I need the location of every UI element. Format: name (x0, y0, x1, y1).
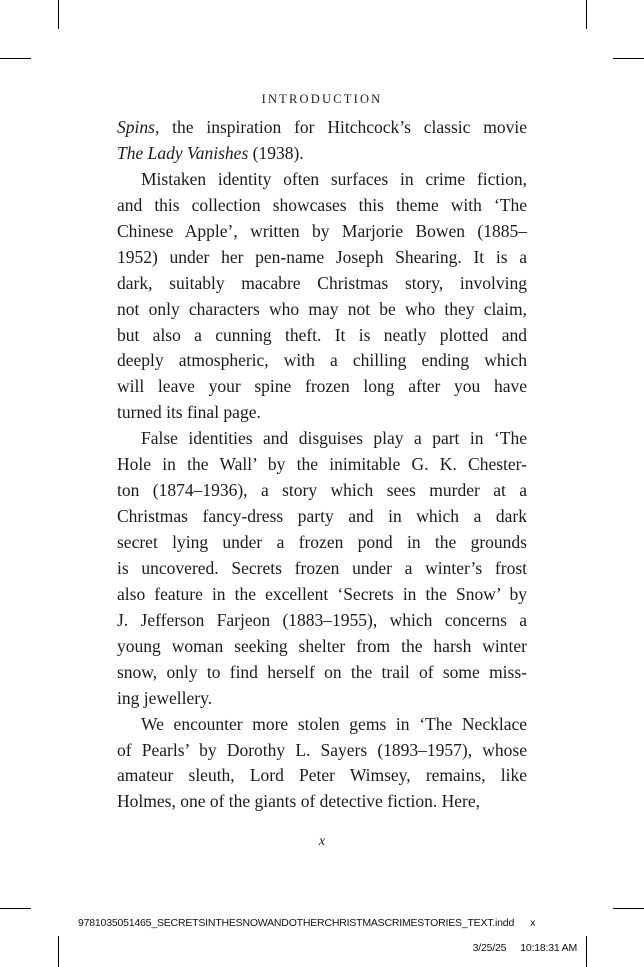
text-line: of Pearls’ by Dorothy L. Sayers (1893–1957), whose (117, 739, 527, 760)
text-line: dark, suitably macabre Christmas story, involving (117, 272, 527, 293)
running-head: INTRODUCTION (261, 92, 383, 106)
text-line: Chinese Apple’, written by Marjorie Bowen (1885– (117, 220, 527, 241)
slug-filename-line (78, 917, 535, 929)
text-line: young woman seeking shelter from the harsh winter (117, 635, 527, 656)
crop-mark-bottom-left-horizontal (0, 908, 31, 909)
text-line: J. Jefferson Farjeon (1883–1955), which concerns a (117, 609, 527, 630)
crop-mark-top-left-vertical (58, 0, 59, 29)
crop-mark-bottom-left-vertical (58, 936, 59, 967)
slug-time: 10:18:31 AM (520, 942, 577, 954)
text-line: Holmes, one of the giants of detective fiction. Here, (117, 791, 481, 812)
text-line: ton (1874–1936), a story which sees murder at a (117, 480, 527, 501)
slug-date: 3/25/25 (472, 942, 507, 954)
text-line: Christmas fancy-dress party and in which a dark (117, 506, 527, 527)
text-line: secret lying under a frozen pond in the grounds (117, 532, 527, 552)
crop-mark-top-left-horizontal (0, 58, 31, 59)
text-line: turned its final page. (117, 402, 261, 423)
text-line: amateur sleuth, Lord Peter Wimsey, remains, like (117, 765, 527, 786)
text-line: not only characters who may not be who they claim, (117, 298, 527, 319)
slug-filename: 9781035051465_SECRETSINTHESNOWANDOTHERCHRISTMASCRIMESTORIES_TEXT.indd (78, 917, 515, 929)
body-text (117, 115, 527, 815)
crop-mark-bottom-right-vertical (586, 936, 587, 967)
text-line: is uncovered. Secrets frozen under a winter’s frost (117, 557, 527, 578)
text-line: The Lady Vanishes (1938). (117, 142, 304, 163)
text-line: Mistaken identity often surfaces in crime fiction, (141, 168, 527, 189)
slug-page-ref: x (530, 917, 536, 929)
slug-timestamp-line (473, 942, 577, 954)
text-line: Spins, the inspiration for Hitchcock’s classic movie (117, 117, 527, 137)
crop-mark-top-right-vertical (586, 0, 587, 29)
text-line: Hole in the Wall’ by the inimitable G. K. Chester- (117, 454, 527, 475)
text-line: but also a cunning theft. It is neatly plotted and (117, 324, 527, 345)
text-line: will leave your spine frozen long after you have (117, 376, 527, 397)
crop-mark-bottom-right-horizontal (613, 908, 644, 909)
page-number: x (318, 834, 326, 849)
text-line: False identities and disguises play a part in ‘The (141, 428, 527, 449)
text-line: We encounter more stolen gems in ‘The Necklace (141, 713, 527, 734)
crop-mark-top-right-horizontal (613, 58, 644, 59)
text-line: 1952) under her pen-name Joseph Shearing. It is a (117, 246, 527, 267)
text-line: snow, only to find herself on the trail of some miss- (117, 661, 527, 682)
text-line: also feature in the excellent ‘Secrets in the Snow’ by (117, 583, 527, 604)
text-line: and this collection showcases this theme with ‘The (117, 194, 527, 215)
text-line: deeply atmospheric, with a chilling ending which (117, 350, 527, 371)
text-line: ing jewellery. (117, 687, 213, 708)
